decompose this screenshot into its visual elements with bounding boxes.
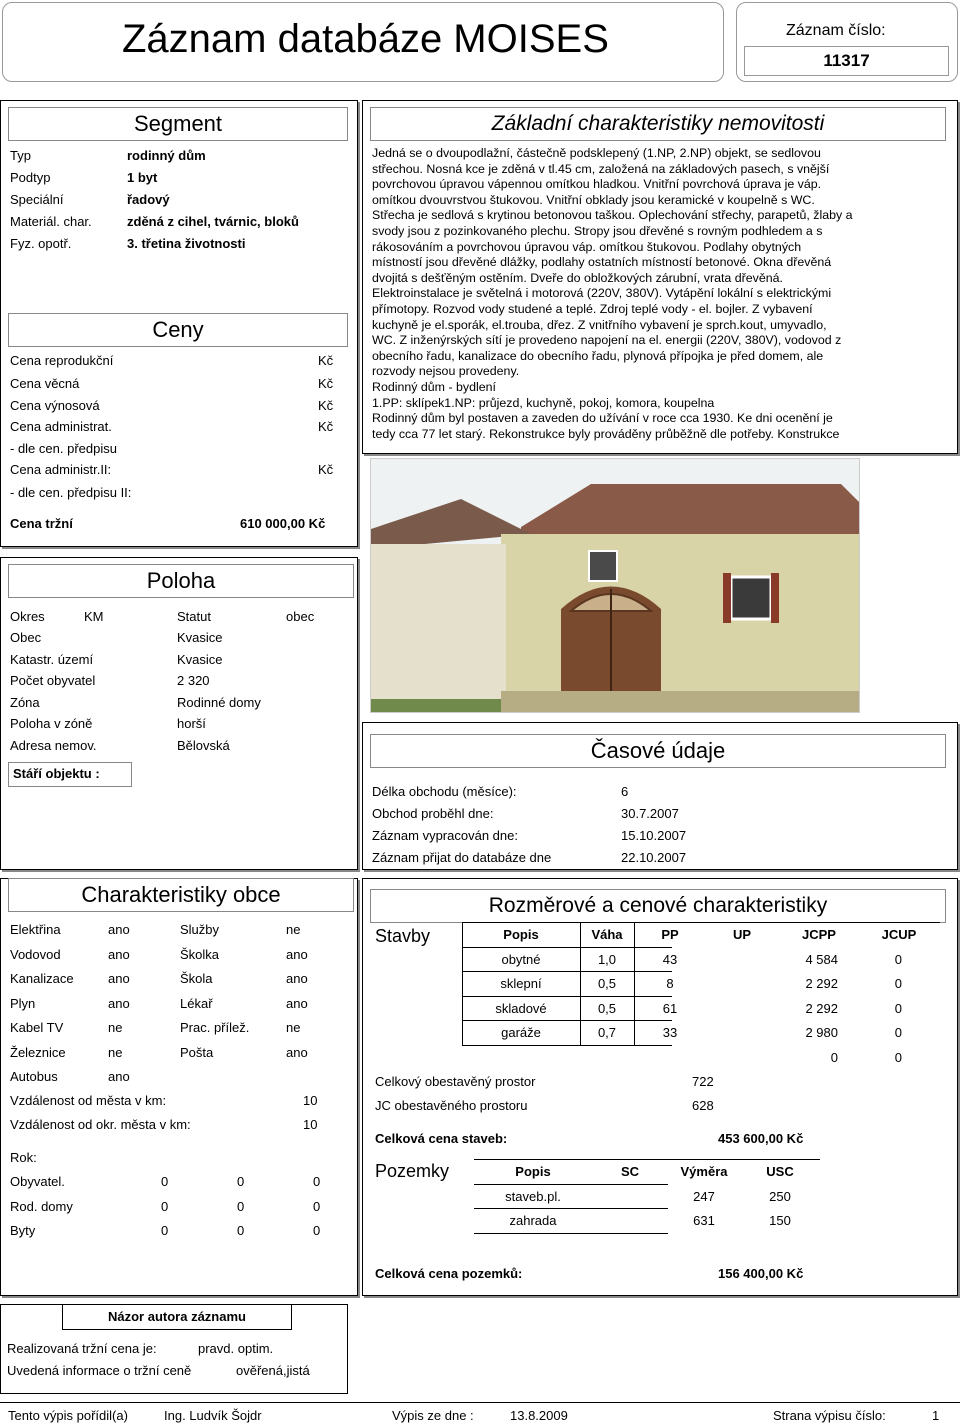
table-cell: 1,0 [597, 951, 617, 967]
obec-label: Železnice [10, 1044, 66, 1060]
obec-label: Autobus [10, 1069, 58, 1084]
description-line: Rodinný dům - bydlení [372, 379, 496, 394]
distance-district-label: Vzdálenost od okr. města v km: [10, 1117, 191, 1132]
footer-author: Ing. Ludvík Šojdr [164, 1408, 262, 1423]
segment-label: Podtyp [10, 170, 51, 185]
stat-value: 0 [313, 1174, 321, 1189]
table-cell: 0 [894, 976, 902, 991]
house-wall [501, 534, 860, 713]
nazor-row2-value: ověřená,jistá [236, 1363, 310, 1378]
table-cell: 0,5 [597, 1000, 617, 1016]
obec-label: Vodovod [10, 946, 61, 962]
obec-label: Školka [180, 946, 220, 962]
stat-value: 0 [161, 1174, 169, 1189]
age-label: Stáří objektu : [8, 762, 132, 787]
time-label: Záznam vypracován dne: [372, 828, 518, 843]
stat-label: Rod. domy [10, 1198, 73, 1214]
stat-label: Byty [10, 1223, 36, 1238]
description-line: tedy cca 77 let starý. Rekonstrukce byly prováděny průběžně dle potřeby. Konstrukce [372, 426, 840, 441]
price-value: Kč [318, 353, 334, 368]
distance-district-value: 10 [303, 1117, 318, 1132]
segment-label: Fyz. opotř. [10, 236, 72, 251]
table-rule [462, 1020, 672, 1021]
obec-label: Služby [180, 922, 220, 937]
table-cell: 61 [662, 1000, 678, 1016]
segment-heading: Segment [8, 107, 348, 141]
obec-label: Kabel TV [10, 1020, 64, 1035]
table-cell: skladové [495, 1000, 547, 1016]
obec-label: Elektřina [10, 922, 61, 937]
description-line: svody jsou z pozinkovaného plechu. Stropy jsou dřevěné s rovným podhledem a s [372, 223, 823, 238]
house-illustration [371, 459, 860, 713]
cena-staveb-value: 453 600,00 Kč [718, 1131, 804, 1146]
time-value: 22.10.2007 [621, 850, 687, 865]
obec-panel [0, 878, 358, 1296]
footer-page: 1 [932, 1408, 940, 1423]
obestaveny-value: 722 [692, 1074, 714, 1089]
table-cell: 0,5 [597, 976, 617, 991]
description-text [372, 146, 853, 442]
obec-value: ne [108, 1044, 123, 1060]
description-line: kuchyně je el.sporák, el.trouba, dřez. Z vnitřního vybavení je sprch.kout, umyvadlo, [372, 317, 827, 332]
jc-label: JC obestavěného prostoru [375, 1098, 528, 1113]
description-line: obecního řadu, kanalizace do obecního řadu, plynová přípojka je před domem, ale [372, 348, 824, 363]
distance-city-label: Vzdálenost od města v km: [10, 1093, 167, 1108]
location-value: 2 320 [177, 673, 210, 688]
table-header-jcpp: JCPP [802, 927, 836, 942]
stat-value: 0 [237, 1223, 245, 1238]
table-cell: 43 [662, 951, 678, 967]
location-label: Zóna [10, 694, 40, 710]
upper-window [589, 551, 617, 581]
stat-value: 0 [161, 1223, 169, 1238]
location-label: Poloha v zóně [10, 716, 93, 731]
land-cell: 250 [769, 1188, 791, 1204]
cena-staveb-label: Celková cena staveb: [375, 1131, 508, 1146]
obec-label: Pošta [180, 1044, 214, 1060]
okres-label: Okres [10, 609, 45, 624]
location-value: Bělovská [177, 737, 230, 753]
obec-heading: Charakteristiky obce [8, 878, 354, 912]
time-label: Obchod proběhl dne: [372, 806, 494, 821]
obec-value: ano [108, 922, 130, 937]
distance-city-value: 10 [303, 1093, 318, 1108]
stavby-label: Stavby [375, 926, 431, 946]
time-value: 30.7.2007 [621, 806, 679, 821]
obec-label: Kanalizace [10, 971, 74, 986]
obec-label: Plyn [10, 995, 36, 1011]
ceny-heading: Ceny [8, 313, 348, 347]
record-label: Záznam číslo: [786, 22, 886, 39]
table-cell: 0 [894, 1000, 902, 1016]
segment-label: Materiál. char. [10, 214, 92, 229]
price-label: Cena výnosová [10, 398, 100, 413]
table-cell: 8 [666, 976, 674, 991]
land-cell: 247 [693, 1188, 715, 1204]
shutter-left [723, 573, 731, 623]
table-header-popis: Popis [503, 927, 539, 942]
stat-value: 0 [161, 1198, 169, 1214]
land-rule [474, 1184, 668, 1185]
description-line: omítkou dvouvrstvou štukovou. Vnitřní obklady jsou keramické v koupelně s WC. [372, 192, 815, 207]
description-line: přímotopy. Rozvod vody studené a teplé. Zdroj teplé vody - el. bojler. Z vybavení [372, 301, 813, 316]
stat-value: 0 [237, 1198, 245, 1214]
time-label: Záznam přijat do databáze dne [372, 850, 552, 865]
price-label: - dle cen. předpisu [10, 441, 117, 456]
segment-value: 3. třetina životnosti [127, 236, 246, 251]
obec-value: ano [108, 971, 130, 986]
table-cell: obytné [501, 951, 541, 967]
price-label: - dle cen. předpisu II: [10, 485, 132, 500]
statut-label: Statut [177, 609, 211, 624]
footer-author-label: Tento výpis pořídil(a) [8, 1408, 128, 1423]
description-line: dvojitá s dešťěným ostěním. Dveře do obložkových zárubní, vrata dřevěná. [372, 270, 783, 285]
poloha-panel [0, 557, 358, 870]
table-cell: 4 584 [805, 951, 838, 967]
stat-value: 0 [313, 1198, 321, 1214]
description-line: Střecha je sedlová s krytinou betonovou taškou. Oplechování střechy, parapetů, žlaby a [372, 208, 853, 223]
table-cell: 0 [894, 1025, 902, 1040]
footer-date-label: Výpis ze dne : [392, 1408, 474, 1423]
land-rule [474, 1233, 668, 1234]
market-price-label: Cena tržní [10, 516, 73, 531]
obec-value: ne [286, 1020, 301, 1035]
obec-value: ano [108, 1069, 130, 1084]
shutter-right [771, 573, 779, 623]
description-line: střechou. Nosná kce je zděná v tl.45 cm, založená na základových pasech, s vnější [372, 161, 830, 176]
footer-page-label: Strana výpisu číslo: [773, 1408, 886, 1423]
nazor-row1-value: pravd. optim. [198, 1341, 274, 1356]
description-line: 1.PP: sklípek1.NP: průjezd, kuchyně, pokoj, komora, koupelna [372, 395, 715, 410]
segment-label: Typ [10, 148, 31, 163]
obec-label: Škola [180, 971, 213, 986]
description-heading: Základní charakteristiky nemovitosti [370, 107, 946, 141]
obec-label: Prac. přílež. [180, 1020, 250, 1035]
table-cell: 2 292 [805, 976, 838, 991]
total-jcpp: 0 [830, 1049, 838, 1065]
land-cell: staveb.pl. [505, 1188, 561, 1204]
table-header-váha: Váha [591, 927, 623, 942]
price-label: Cena reprodukční [10, 353, 114, 368]
obec-value: ano [108, 995, 130, 1011]
location-label: Počet obyvatel [10, 673, 96, 688]
casove-heading: Časové údaje [370, 734, 946, 768]
jc-value: 628 [692, 1098, 714, 1113]
location-value: Kvasice [177, 651, 223, 667]
obec-value: ano [286, 946, 308, 962]
location-label: Katastr. území [10, 651, 94, 667]
segment-value: zděná z cihel, tvárnic, bloků [127, 214, 299, 229]
price-label: Cena administr.II: [10, 462, 112, 477]
price-value: Kč [318, 398, 334, 413]
table-cell: 33 [662, 1025, 678, 1040]
price-label: Cena administrat. [10, 419, 112, 434]
segment-value: řadový [127, 192, 170, 207]
description-line: povrchovou úpravou vápennou omítkou hladkou. Vnitřní povrchová úprava je váp. [372, 177, 822, 192]
description-line: WC. Z inženýrských sítí je provedeno napojení na el. energii (220V, 380V), vodovod z [372, 333, 842, 348]
obec-value: ano [108, 946, 130, 962]
time-value: 6 [621, 784, 629, 799]
plinth [501, 691, 860, 713]
cena-pozemku-label: Celková cena pozemků: [375, 1266, 523, 1281]
obec-value: ne [286, 922, 301, 937]
land-rule [474, 1159, 820, 1160]
table-rule [462, 971, 672, 972]
obec-value: ano [286, 995, 308, 1011]
price-value: Kč [318, 376, 334, 391]
description-line: Rodinný dům byl postaven a zaveden do užívání v roce cca 1930. Ke dni ocenění je [372, 411, 833, 426]
location-value: Kvasice [177, 630, 223, 645]
total-jcup: 0 [894, 1049, 902, 1065]
location-value: horší [177, 716, 206, 731]
land-cell: 631 [693, 1213, 715, 1228]
land-header-sc: SC [620, 1164, 640, 1179]
price-label: Cena věcná [10, 376, 80, 391]
table-rule [462, 947, 672, 948]
obec-value: ne [108, 1020, 123, 1035]
table-cell: 2 292 [805, 1000, 838, 1016]
footer-rule [0, 1402, 960, 1403]
time-value: 15.10.2007 [621, 828, 687, 843]
segment-label: Speciální [10, 192, 64, 207]
location-label: Obec [10, 630, 42, 645]
table-cell: garáže [501, 1025, 541, 1040]
pozemky-label: Pozemky [375, 1161, 450, 1181]
land-rule [474, 1208, 668, 1209]
neighbor-wall [371, 544, 506, 713]
description-line: rákosováním a povrchovou úpravou váp. omítkou štukovou. Podlahy obytných [372, 239, 802, 254]
stat-value: 0 [237, 1174, 245, 1189]
right-window [731, 577, 771, 619]
property-photo [370, 458, 860, 713]
page-title: Záznam databáze MOISES [122, 17, 609, 61]
obestaveny-label: Celkový obestavěný prostor [375, 1074, 536, 1089]
table-rule [462, 1045, 672, 1046]
obec-label: Lékař [180, 995, 213, 1011]
table-cell: 0,7 [597, 1025, 617, 1040]
cena-pozemku-value: 156 400,00 Kč [718, 1266, 804, 1281]
table-header-pp: PP [661, 927, 679, 942]
table-header-up: UP [732, 927, 752, 942]
land-cell: 150 [769, 1213, 791, 1228]
price-value: Kč [318, 462, 334, 477]
land-header-popis: Popis [515, 1164, 551, 1179]
location-label: Adresa nemov. [10, 737, 97, 753]
stat-value: 0 [313, 1223, 321, 1238]
table-header-jcup: JCUP [881, 927, 917, 942]
table-cell: 0 [894, 951, 902, 967]
table-rule [462, 922, 940, 923]
land-header-usc: USC [766, 1164, 794, 1179]
land-cell: zahrada [509, 1213, 557, 1228]
statut-value: obec [286, 609, 315, 624]
grass [371, 699, 501, 713]
nazor-row2-label: Uvedená informace o tržní ceně [7, 1363, 192, 1378]
time-label: Délka obchodu (měsíce): [372, 784, 517, 799]
obec-value: ano [286, 1044, 308, 1060]
market-price-value: 610 000,00 Kč [240, 516, 326, 531]
segment-value: 1 byt [127, 170, 158, 185]
okres-value: KM [84, 609, 104, 624]
nazor-row1-label: Realizovaná tržní cena je: [7, 1341, 157, 1356]
footer-date: 13.8.2009 [510, 1408, 568, 1423]
segment-value: rodinný dům [127, 148, 206, 163]
description-line: Elektroinstalace je světelná i motorová (220V, 380V). Vytápění lokální s elektrickými [372, 286, 832, 301]
description-line: Jedná se o dvoupodlažní, částečně podsklepený (1.NP, 2.NP) objekt, se sedlovou [372, 146, 821, 160]
price-value: Kč [318, 419, 334, 434]
stat-label: Obyvatel. [10, 1174, 65, 1189]
rok-label: Rok: [10, 1150, 37, 1165]
table-rule [462, 996, 672, 997]
description-line: místností jsou dřevěné dlážky, podlahy ostatních místností betonové. Okna dřevěná [372, 255, 832, 270]
rozmery-heading: Rozměrové a cenové charakteristiky [370, 889, 946, 923]
table-cell: 2 980 [805, 1025, 838, 1040]
location-value: Rodinné domy [177, 694, 261, 710]
poloha-heading: Poloha [8, 564, 354, 598]
land-header-výměra: Výměra [680, 1164, 728, 1179]
record-number: 11317 [823, 51, 870, 70]
nazor-heading: Názor autora záznamu [62, 1304, 292, 1330]
table-cell: sklepní [500, 976, 542, 991]
description-line: rozvody nejsou provedeny. [372, 364, 520, 379]
obec-value: ano [286, 971, 308, 986]
